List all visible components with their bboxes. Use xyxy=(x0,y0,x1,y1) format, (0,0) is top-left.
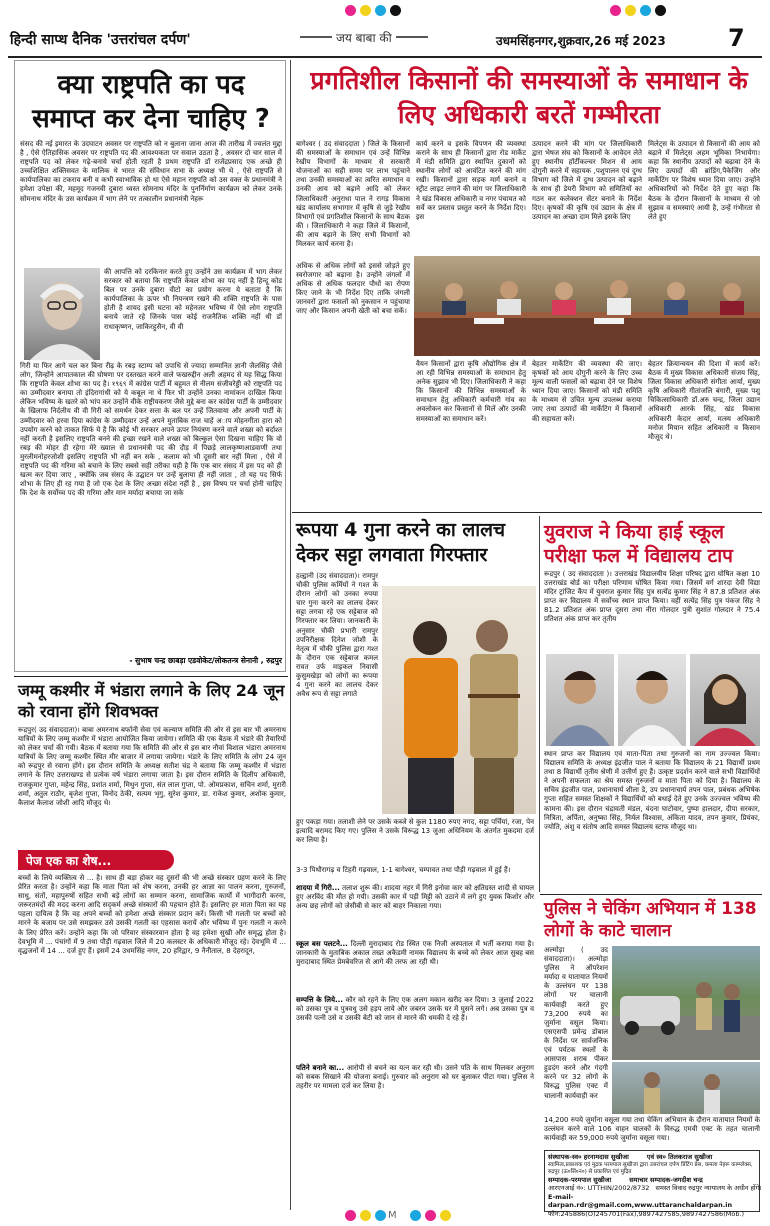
article8-body-wrap: अल्मोड़ा ( उद संवाददाता)। अल्मोड़ा पुलिस ने ऑपरेशन मर्यादा व यातायात नियमों के उल्लंघन पर 138 लोगों पर चालानी कार्यवाही करते हुए 73,200 रुपये का जुर्माना वसूल किया। एसएसपी प्रमेन्द्र डोबाल के निर्देश पर सार्वजनिक एवं पर्यटक स्थलों के आसपास शराब पीकर हुडदंग करने और गंदगी करने पर 32 लोगों के विरुद्ध पुलिस एक्ट में चालानी कार्यवाही कर xyxy=(544,946,611,1100)
article4-title: युवराज ने किया हाई स्कूल परीक्षा फल में विद्यालय टाप xyxy=(544,521,733,567)
black-dot xyxy=(390,5,401,16)
dateline: उधमसिंहनगर,शुक्रवार,26 मई 2023 xyxy=(496,34,666,48)
article2-bottom-rule xyxy=(292,512,762,513)
article7-body-top: 3-3 पिथौरागढ़ व टिहरी गढ़वाल, 1-1 बागेश्वर, चम्पावत तथा पौड़ी गढ़वाल में हुई हैं। xyxy=(296,866,511,874)
article2-title: प्रगतिशील किसानों की समस्याओं के समाधान के लिए अधिकारी बरतें गम्भीरता xyxy=(310,66,748,129)
article8-title: पुलिस ने चेकिंग अभियान में 138 लोगों के काटे चालान xyxy=(544,899,757,941)
column-rule xyxy=(290,60,291,1210)
student-photo-2 xyxy=(618,654,686,746)
footer-center-mark: M xyxy=(388,1210,397,1221)
color-registration-dots-left xyxy=(345,5,401,17)
article8-top-rule xyxy=(540,894,762,895)
magenta-dot xyxy=(345,5,356,16)
imprint-publisher: स्वामित्व,प्रकाशक एवं मुद्रक परमपाल सुखीजा द्वारा उत्तरांचल दर्पण प्रिंटिंग प्रेस, कमला नेहरू काम्प्लेक्स, रुद्रपुर (ऊ०सिं०न०) से प्रकाशित एवं मुद्रित xyxy=(548,1161,753,1175)
column-rule xyxy=(539,516,540,892)
article7-sub2 xyxy=(296,940,537,994)
police-checking-icon xyxy=(612,946,760,1060)
student-photo-1 xyxy=(546,654,614,746)
article2-mid-left: अधिक से अधिक लोगों को इससे जोड़ते हुए स्वरोजगार को बढ़ाना है। उन्होंने जंगलों में अधिक से अधिक फलदार पौधों का रोपण किए जाने के भी निर्देश दिए ताकि जंगली जानवरों द्वारा फसलों को नुकसान न पहुंचाया जाए और किसान अपनी खेती को बचा सकें। xyxy=(296,262,413,316)
article6-body: बच्चों के लिये व्यक्तित्व से ... है। साथ ही बड़ा होकर वह दूसरों की भी अच्छे संस्कार ग्रहण करने के लिए प्रेरित करता है। उन्होंने कहा कि माता पिता को शेष करना, उनकी हर आज्ञा का पालन करना, गुरुजनों, साधु, संतों, महापुरुषों सहित सभी बड़े लोगों का सम्मान करना, सामाजिक कार्यों में भागीदारी करना, जरूरतमंदों की मदद करना आदि सद्कर्म अच्छे संस्कारों की पहचान होते हैं। इसलिए हर माता पिता का यह पहला दायित्व है कि वह अपने बच्चों को हमेशा अच्छे संस्कार प्रदान करें। किसी भी गलती पर बच्चों को मारने के बजाय पर उसे समझकर उसे उसकी गलती का एहसास करायें और भविष्य में पुनः गलती न करने के लिए प्रेरित करें। उन्होंने कहा कि जो परिवार संस्कारवान होता है वह हमेशा सुखी और समृद्ध होता है। देवभूमि में ... पंचांगों में 9 तथा पौड़ी गढ़वाल जिले में 20 कलस्टर के अधिकारी मौजूद रहे। देवभूमि में ... वृद्धजनों में 14 ... दर्ज हुए हैं। इसमें 24 उधमसिंह नगर, 20 हरिद्वार, 9 नैनीताल, 8 देहरादून, xyxy=(18,874,289,955)
yellow-dot xyxy=(440,1210,451,1221)
article7-sub1-lead: शादया में गिरी... xyxy=(296,884,340,892)
magenta-dot xyxy=(345,1210,356,1221)
cyan-dot xyxy=(375,5,386,16)
student-portrait-icon xyxy=(618,654,686,746)
article7-sub3 xyxy=(296,996,537,1060)
police-officer-icon xyxy=(612,1062,760,1114)
accused-photo xyxy=(382,586,536,814)
cyan-dot xyxy=(410,1210,421,1221)
article7-sub2-lead: स्कूल बस पलटने... xyxy=(296,940,348,948)
student-photo-3 xyxy=(690,654,760,746)
yellow-dot xyxy=(360,1210,371,1221)
cyan-dot xyxy=(640,5,651,16)
article4-body-bottom: स्थान प्राप्त कर विद्यालय एवं माता-पिता तथा गुरुजनों का नाम उज्ज्वल किया। विद्यालय समिति के अध्यक्ष इंद्रजीत पाल ने बताया कि विद्यालय के 21 विद्यार्थी प्रथम तथा 8 विद्यार्थी तृतीय श्रेणी में उत्तीर्ण हुए हैं। उत्कृष्ट प्रदर्शन करने वाले सभी विद्यार्थियों ने अपनी सफलता का श्रेय समस्त गुरुजनों व माता पिता को दिया है। विद्यालय के सचिव इंद्रजीत पाल, प्रधानाचार्य शीला डे, उप प्रधानाचार्य तपन पाल, प्रबंधक अभिषेक गुप्ता सहित समस्त शिक्षकों ने विद्यार्थियों को बधाई देते हुए उनके उज्ज्वल भविष्य की कामना की। इस दौरान चंद्रावती मंडल, वंदना घाटोवार, पुष्पा हालदार, दीपा सरकार, नित्रिता, अर्पिता, अनुष्का सिंह, निर्मल विश्वास, अंकिता यादव, तपन कुमार, प्रियंका, ज्योति, अंशु व संतोष आदि समस्त विद्यालय स्टाफ मौजूद था। xyxy=(544,750,763,831)
meeting-scene-icon xyxy=(414,256,760,356)
article7-sub3-lead: सम्पत्ति के लिये... xyxy=(296,996,343,1004)
article2-col3: उत्पादन करने की मांग पर जिलाधिकारी द्वारा भेषज संघ को किसानों के आवेदन लेते हुए स्थानीय हॉर्टीकल्चर मिशन से आय दोगुनी करने में सहायक ,पशुपालन एवं दुग्ध विभाग को जिले में दुग्ध उत्पादन को बढ़ाने के साथ ही डेयरी विभाग को समितियों का गठन कर कलेक्शन सेंटर बनाने के निर्देश दिए। कृषकों की कृषि एवं उद्यान के क्षेत्र में उत्पादन का अच्छा दाम मिले इसके लिए xyxy=(532,140,645,221)
article1-title: क्या राष्ट्रपति का पद समाप्त कर देना चाहिए ? xyxy=(32,70,270,134)
article7-sub4-body: आरोपी से बचने का यत्न कर रही थी। उसने पति के साथ मिलकर अनुराग को सबक सिखाने की योजना बनाई। गुरुवार को अनुराग को घर बुलाकर पीटा गया। पुलिस ने तहरीर पर मामला दर्ज कर लिया है। xyxy=(296,1064,537,1091)
article5-title: जम्मू कश्मीर में भंडारा लगाने के लिए 24 जून को रवाना होंगे शिवभक्त xyxy=(18,681,285,721)
masthead-rule xyxy=(8,56,762,58)
meeting-photo xyxy=(414,256,760,356)
magenta-dot xyxy=(610,5,621,16)
article3-title: रूपया 4 गुना करने का लालच देकर सट्टा लगवाता गिरफ्तार xyxy=(296,519,506,566)
color-registration-dots-right xyxy=(610,5,666,17)
article5-body: रूद्रपुर( उद संवाददाता)। बाबा अमरनाथ बर्फानी सेवा एवं कल्याण समिति की ओर से इस बार भी अमरनाथ यात्रियों के लिए जम्मू कश्मीर में भंडारा आयोजित किया जायेगा। समिति की एक बैठक में भंडारे की तैयारियों को लेकर चर्चा की गयी। बैठक में बताया गया कि समिति की ओर से इस बार नौवां विशाल भंडारा अमरनाथ यात्रियों के लिए जम्मू कश्मीर स्थित मीर बाजार में लगाया जायेगा। भंडारे के लिए समिति के लोग 24 जून को रूद्रपुर से रवाना होंगे। इस दौरान समिति के अध्यक्ष सतीश चंद्र ने बताया कि जम्मू कश्मीर में भंडारा लगाने के लिए उत्तराखण्ड से प्रत्येक वर्ष भंडारा लगाया जाता है। इस दौरान समिति के दिलीप अधिकारी, राजकुमार गुप्ता, महेन्द्र सिंह, प्रशांत शर्मा, मिथुन गुप्ता, संत लाल गुप्ता, पो. ओमप्रकाश, सचिन शर्मा, मुरारी शर्मा, अतुल राठौर, बृजेश गुप्ता, विनोद ठेकी, सत्यम भृगु, सुरेश कुमार, डा. राकेश कुमार, अशोक कुमार, कैलाश कैलाश जोशी आदि मौजूद थे। xyxy=(18,726,289,807)
article7-sub4-lead: पतिने बनाने का... xyxy=(296,1064,345,1072)
imprint-email: E-mail-darpan.rdr@gmail.com,www.uttaranchaldarpan.in xyxy=(548,1192,733,1209)
article2-col1: बागेश्वर ( उद संवाददाता ) जिले के किसानों की समस्याओं के समाधान एवं उन्हें विभिन्न रेखीय विभागों के माध्यम से सरकारी योजनाओं का सही समय पर लाभ पहुंचाने तथा उनकी समस्याओं का त्वरित समाधान व उनकी आय को बढ़ाने आदि को लेकर जिलाधिकारी अनुराधा पाल ने रागड़ विकास खंड कार्यालय सभागार में कृषि से जुड़े रेखीय विभागों एवं प्रगतिशील किसानों के साथ बैठक की । जिलाधिकारी ने कहा जिले में किसानों, की आय बढ़ाने के लिए सभी विभागों को मिलकर कार्य करना है। xyxy=(296,140,413,249)
article2-mid-col2: बेहतर मार्केटिंग की व्यवस्था की जाए। कृषकों को आय दोगुनी करने के लिए उच्च मूल्य वाली फसलों को बढ़ावा देने पर विशेष ध्यान दिया जाए। किसानों को मंडी समिति के माध्यम से उचित मूल्य उपलब्ध कराया जाए तथा उत्पादों की मार्केटिंग में किसानों की सहायता करें। xyxy=(532,360,645,423)
yellow-dot xyxy=(360,5,371,16)
page-number: 7 xyxy=(728,24,745,52)
article1-body-main: गिरी या फिर आगे चल कर बिना रीढ़ के रबड़ स्टाम्प को उपाधि से ज्यादा सम्मानित ज्ञानी जैलसिंह जैसे लोग, जिन्होंने आपातकाल की घोषणा पर दस्तखत करने वाले फखरुद्दीन अली अहमद से यह सिद्ध किया कि राष्ट्रपति केवल शोभा का पद है। १९६९ में कांग्रेस पार्टी में बहुमत से नीलम संजीवरेड्डी को राष्ट्रपति पद का उम्मीदवार बनाया तो इंदिरागांधी को ये कबूल ना थे फिर भी उन्होंने उनका नामांकन दाखिल किया लेकिन भविष्य के खतरे को भांप कर उन्होंने वीके राष्ट्रीयकरण जैसे मुद्दे बना कर कांग्रेस पार्टी के उम्मीदवार के खिलाफ निर्दलीय वी वी गिरी को समर्थन देकर सत्ता के बल पर उन्हें जितवाया और अपनी पार्टी के उम्मीदवार को हरवा दिया कांग्रेस के उम्मीदवार उन्हें अपने मुताबिक राज चाहें अाप मोहनगीता हारा को उपयोग करने को ताकत सिर्फ ये है कि कोई भी सरकार अपने ऊपर नियंत्रण करने वाले शख्स को बर्दाश्त नहीं करती है इसलिए राष्ट्रपति बनने की इच्छा रखने वाले शख्स को बिल्कुल ऐसा दिखना चाहिए कि वो रबड़ की मोहर ही रहेगा मेरे ख्याल से प्रधानमंत्री पद की दौड़ में पिछड़े लालकृष्णआडवाणी तथा मुरलीमनोहरजोशी इसलिए राष्ट्रपति भी नहीं बन सके , कलाम को भी दूसरी बार नहीं मिला , ऐसे में राष्ट्रपति पद की गरिमा को बचाने के लिए सबसे सही तरीका यही है कि एक बार संसद में इस पद को ही खत्म कर दिया जाए , क्योंकि जब संसद के उद्घाटन पर उन्हें बुलाया ही नहीं जाता , तो यह पद सिर्फ शोभा के लिए ही रह गया है जो एक देश के लिए अच्छा संदेश नहीं है , इस विषय पर चर्चा होनी चाहिए कि देश के सर्वोच्च पद की गरिमा और मान मर्यादा बचाया जा सके xyxy=(20,362,285,498)
imprint-founders: संस्थापक-स्व० हरनामदास सुखीजा एवं स्व० तिलकराज सुखीजा xyxy=(548,1153,713,1161)
ornament-icon xyxy=(300,36,332,38)
article2-col4: मिलेट्स के उत्पादन से किसानों की आय को बढ़ाने में मिलेट्स अहम भूमिका निभायेगा। कहा कि स्थानीय उत्पादों को बढ़ावा देने के लिए उत्पादों की ब्रांडिंग,पैकेजिंग और मार्केटिंग पर विशेष ध्यान दिया जाए। उन्होंने अधिकारियों को निर्देश देते हुए कहा कि बैठक के दौरान किसानों के माध्यम से जो सुझाव व समस्याएं आयी है, उन्हें गंभीरता से लेते हुए xyxy=(648,140,763,221)
article2-mid-col1: वैयन किसानों द्वारा कृषि औद्योगिक क्षेत्र में आ रही विभिन्न समस्याओं के समाधान हेतु अनेक सुझाव भी दिए। जिलाधिकारी ने कहा कि किसानों की विभिन्न समस्याओं के समाधान हेतु अधिकारी कर्मचारी गांव का अवलोकन कर किसानों से मिलें और उनकी समस्याओं का समाधान करें। xyxy=(416,360,529,423)
article7-sub1-body: तलाश शुरू की। शादया नहर में गिरी इनोवा कार को क्षतिग्रस्त शादी से घायल हुए अरविंद की मौत हो गयी। उसकी कार में पड़ी मिट्टी को उठाने में लगे हुए युवक किशोर और अन्य छह लोगों को जेसीबी से कार को बाहर निकाला गया। xyxy=(296,884,537,911)
slogan: जय बाबा की xyxy=(336,30,392,45)
article3-body-bottom: हुए पकड़ा गया। तलाशी लेने पर उसके कब्जे से कुल 1180 रुपए नगद, सट्टा पर्चियां, रजा, पेन इत्यादि बरामद किए गए। पुलिस ने उसके विरूद्ध 13 जुआ अधिनियम के अंतर्गत मुकदमा दर्ज कर लिया है। xyxy=(296,818,537,845)
article4-body-top: रूद्रपुर ( उद संवाददाता )। उत्तराखंड विद्यालयीय शिक्षा परिषद द्वारा घोषित कक्षा 10 उत्तराखंड बोर्ड का परीक्षा परिणाम घोषित किया गया। जिसमें वर्ग शारदा देवी विद्या मंदिर ट्रांजिट कैंप में युवराज कुमार सिंह पुत्र सत्येंद्र कुमार सिंह ने 87.8 प्रतिशत अंक प्राप्त कर विद्यालय में सर्वोच्च स्थान प्राप्त किया। वहीं सत्येंद्र सिंह पुत्र पंकज सिंह ने 81.2 प्रतिशत अंक प्राप्त दूसरा तथा नीरा गोलदार पुत्री सुशांत गोलदार ने 75.4 प्रतिशत अंक प्राप्त कर तृतीय xyxy=(544,570,763,624)
imprint-phone: फोन:245886(O)245701(Fax),9897427585,9897427586(Mob.) xyxy=(548,1209,745,1218)
article1-byline: - सुभाष चन्द्र छाबड़ा एडवोकेट/लोकतन्त्र सेनानी , रुद्रपुर xyxy=(129,656,282,665)
article8-body-bottom: 14,200 रुपये जुर्माना वसूला गया तथा चेकिंग अभियान के दौरान यातायात नियमों के उल्लंघन करने वाले 106 वाहन चालकों के विरुद्ध एमवी एक्ट के तहत चालानी कार्यवाही कर 59,000 रुपये जुर्माना वसूला गया। xyxy=(544,1116,763,1143)
slogan-area xyxy=(300,28,460,46)
article1-body-top: संसद की नई इमारत के उदघाटन अवसर पर राष्ट्रपति को न बुलाना जाना आज की तारीख में ज्वलंत मुद्दा है , ऐसे ऐतिहासिक अवसर पर राष्ट्रपति पद की आवश्यकता पर सवाल उठता है , अवसर दो चार साल में राष्ट्रपति पद को लेकर गढ़े-बनाये चर्चा होती रहती है प्रथम राष्ट्रपति डॉ राजेंद्रप्रसाद एक अच्छे ही उच्चशिक्षित शक्तिसवत के मालिक थे भारत की संविधान सभा के अध्यक्ष भी थे , ऐसे राष्ट्रपति से कार्यपालिका का टकराव बनी व कभी स्वाभाविक हो था ऐसे महान राष्ट्रपति को उस वक्त के प्रधानमंत्री ने हमेशा उपेक्षा की, महमूद गजनवी दुबारा ध्वस्त सोमनाथ मंदिर के पुनर्निर्माण कार्यक्रम को लेकर उनके सोमनाथ मंदिर के उस कार्यक्रम में भाग लेने पर तत्कालीन प्रधानमंत्री नेहरू xyxy=(20,140,285,203)
section-label: पेज एक का शेष... xyxy=(26,854,112,868)
article2-mid-col3: बेहतर क्रियान्वयन की दिशा में कार्य करें।बैठक में मुख्य विकास अधिकारी संजय सिंह, जिला विकास अधिकारी संगीता आर्या, मुख्य कृषि अधिकारी गीतांजलि बंगारी, मुख्य पशु चिकित्साधिकारी डॉ.अरु चन्द्र, जिला उद्यान अधिकारी आरके सिंह, खंड विकास अधिकारी केदार आर्या, मत्स्य अधिकारी मनोज मियान सहित अधिकारी व किसान मौजूद थे। xyxy=(648,360,763,441)
article7-sub2-body: दिल्ली मुरादाबाद रोड स्थित एक निजी अस्पताल में भर्ती कराया गया है। जानकारी के मुताबिक अकाल तख्त अकैडमी नामक विद्यालय के बच्चे को लेकर आज सुबह बस मुरादाबाद स्थित प्रेमबेवरिज से आगे की तरफ आ रही थी। xyxy=(296,940,537,967)
author-portrait-icon xyxy=(24,268,100,360)
yellow-dot xyxy=(625,5,636,16)
article7-sub1 xyxy=(296,884,537,938)
magenta-dot xyxy=(425,1210,436,1221)
article1-body-side: की आपत्ति को दरकिनार करते हुए उन्होंने उस कार्यक्रम में भाग लेकर सरकार को बताया कि राष्ट्रपति केवल शोभा का पद नहीं है हिन्दू कोड बिल पर उनके दुबारा वीटो का प्रयोग करना ये बताता है कि कार्यपालिका के ऊपर भी नियन्त्रण रखने की शक्ति राष्ट्रपति के पास होती है शायद इसी घटना को महेनजर भविष्य में ऐसे लोग राष्ट्रपति बनाये जाते रहे जिनके पास कोई राजनैतिक शक्ति नहीं थी डॉ राधाकृष्णन, जाकिरहुसैन, वी वी xyxy=(104,268,285,331)
color-registration-dots-bottom-left xyxy=(345,1210,386,1222)
imprint-editors: सम्पादक-परमपाल सुखीजा समाचार सम्पादक-जगदीश चन्द्र xyxy=(548,1175,703,1184)
author-photo xyxy=(24,268,100,360)
imprint-box xyxy=(544,1150,762,1218)
police-with-accused-icon xyxy=(382,586,536,814)
black-dot xyxy=(655,5,666,16)
imprint-rni: आरएनआई नं०: UTTHIN/2002/8732 समस्त विवाद रुद्रपुर न्यायालय के अधीन होंगे। xyxy=(548,1184,762,1192)
checking-photo-2 xyxy=(612,1062,760,1114)
student-portrait-icon xyxy=(546,654,614,746)
student-portrait-icon xyxy=(690,654,760,746)
article7-sub3-body: कौर को रहने के लिए एक अलग मकान खरीद कर दिया। 3 जुलाई 2022 को उसका पुत्र व पुत्रवधु उसे हड़प लाये और जबरन उसके घर में घुसने लगे। अब उसका पुत्र व उसकी पत्नी उसे व उसकी बेटी को जान से मारने की धमकी दे रहे हैं। xyxy=(296,996,537,1023)
article5-top-rule xyxy=(14,676,288,677)
ornament-icon xyxy=(396,36,428,38)
color-registration-dots-bottom-right xyxy=(410,1210,451,1222)
checking-photo xyxy=(612,946,760,1060)
paper-name: हिन्दी साप्ध दैनिक 'उत्तरांचल दर्पण' xyxy=(10,32,191,48)
cyan-dot xyxy=(375,1210,386,1221)
article2-col2: कार्य करने व इसके विपणन की व्यवस्था कराने के साथ ही किसानों द्वारा रोड मार्केट में मंडी समिति द्वारा स्थापित दुकानों को स्थानीय लोगों को आवंटित करने की मांग रखी। किसानों द्वारा सड़क मार्ग बनाने व स्ट्रीट लाइट लगाने की मांग पर जिलाधिकारी ने खंड विकास अधिकारी व नगर पंचायत को सर्वे कर प्रस्ताव प्रस्तुत करने के निर्देश दिए। इस xyxy=(416,140,529,221)
article3-body-wrap: हल्द्वानी (उद संवाददाता)। रामपुर चौकी पुलिस कर्मियों ने गश्त के दौरान लोगों को उनका रुपया चार गुना करने का लालच देकर सट्टा लगवा रहे एक सट्टेबाज को गिरफ्तार कर लिया। जानकारी के अनुसार चौकी प्रभारी रामपुर उपनिरीक्षक दिनेश जोशी के नेतृत्व में चौकी पुलिस द्वारा गश्त के दौरान एक सट्टेबाज कमल रावत उर्फ माइकल निवासी कुसुमखेड़ा को लोगों का रूपया 4 गुना करने का लालच देकर अवैध रूप से सट्टा लगाते xyxy=(296,572,381,699)
article7-sub4 xyxy=(296,1064,537,1204)
